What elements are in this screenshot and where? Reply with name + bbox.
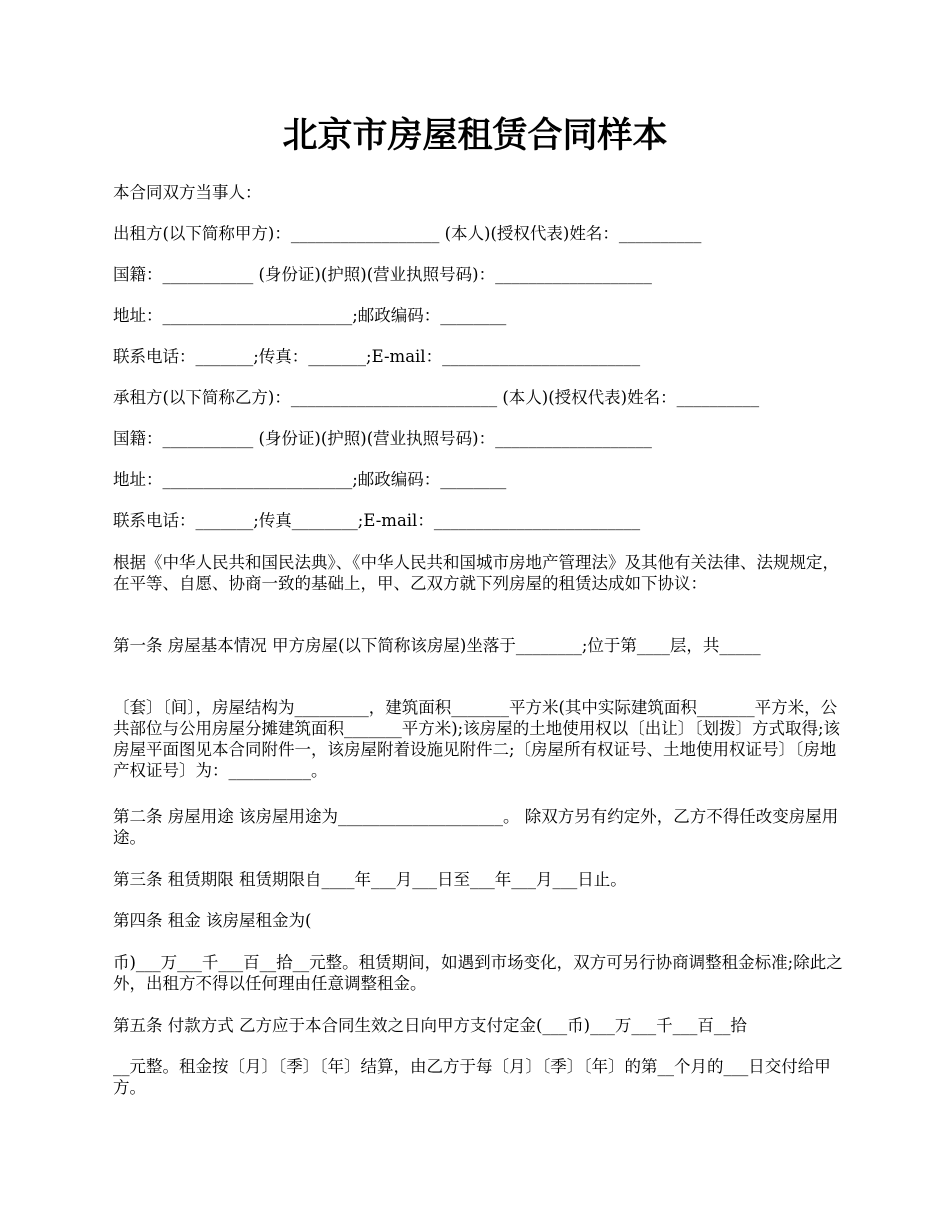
lessor-name-line: 出租方(以下简称甲方)：__________________ (本人)(授权代表)姓名：__________ [113, 224, 702, 243]
article-1-body: 〔套〕〔间〕，房屋结构为_________，建筑面积_______平方米(其中实际建筑面积_______平方米，公共部位与公用房屋分摊建筑面积_______平方米);该房屋的土地使用权以〔出让〕〔划拨〕方式取得;该房屋平面图见本合同附件一，该房屋附着设施见附件二;〔房屋所有权证号、土地使用权证号〕〔房地产权证号〕为：__________。 [113, 698, 841, 780]
lessor-contact-line: 联系电话：_______;传真：_______;E-mail：________________________ [113, 347, 641, 366]
lessee-contact-line: 联系电话：_______;传真________;E-mail：_________________________ [113, 511, 641, 530]
lessor-address-line: 地址：_______________________;邮政编码：________ [113, 306, 507, 325]
article-1-heading: 第一条 房屋基本情况 甲方房屋(以下简称该房屋)坐落于________;位于第____层，共_____ [113, 636, 761, 655]
lessee-name-line: 承租方(以下简称乙方)：_________________________ (本人)(授权代表)姓名：__________ [113, 388, 760, 407]
article-4-heading: 第四条 租金 该房屋租金为( [113, 911, 312, 930]
lessee-address-line: 地址：_______________________;邮政编码：________ [113, 470, 507, 489]
article-3: 第三条 租赁期限 租赁期限自____年___月___日至___年___月___日止。 [113, 870, 627, 889]
parties-intro: 本合同双方当事人： [113, 183, 262, 202]
article-2: 第二条 房屋用途 该房屋用途为____________________。 除双方另有约定外，乙方不得任改变房屋用途。 [113, 807, 839, 847]
article-4-body: 币)___万___千___百__拾__元整。租赁期间，如遇到市场变化，双方可另行协商调整租金标准;除此之外，出租方不得以任何理由任意调整租金。 [113, 953, 843, 993]
document-title: 北京市房屋租赁合同样本 [282, 115, 668, 156]
lessee-nationality-line: 国籍：___________ (身份证)(护照)(营业执照号码)：___________________ [113, 429, 652, 448]
article-5-body: __元整。租金按〔月〕〔季〕〔年〕结算，由乙方于每〔月〕〔季〕〔年〕的第__个月的___日交付给甲方。 [113, 1057, 831, 1097]
article-5-heading: 第五条 付款方式 乙方应于本合同生效之日向甲方支付定金(___币)___万___千___百__拾 [113, 1016, 747, 1035]
lessor-nationality-line: 国籍：___________ (身份证)(护照)(营业执照号码)：___________________ [113, 265, 652, 284]
legal-basis-paragraph: 根据《中华人民共和国民法典》、《中华人民共和国城市房地产管理法》及其他有关法律、法规规定，在平等、自愿、协商一致的基础上，甲、乙双方就下列房屋的租赁达成如下协议： [113, 553, 839, 593]
